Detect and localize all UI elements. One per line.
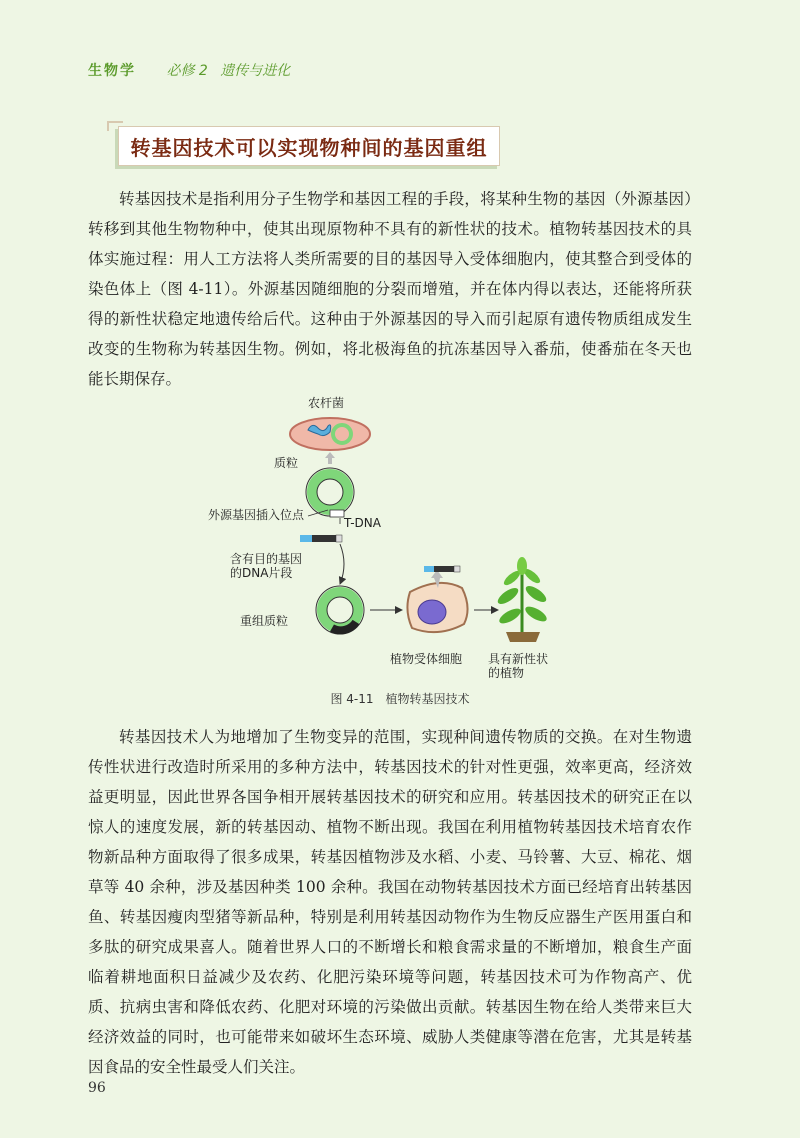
label-insertion-site: 外源基因插入位点 [208,508,305,522]
label-plant-cell: 植物受体细胞 [390,652,463,666]
label-agrobacterium: 农杆菌 [308,396,345,410]
label-recombinant-plasmid: 重组质粒 [240,614,289,628]
header-subject: 生物学 [88,63,136,79]
paragraph-intro: 转基因技术是指利用分子生物学和基因工程的手段，将某种生物的基因（外源基因）转移到其他生物物种中，使其出现原物种不具有的新性状的技术。植物转基因技术的具体实施过程：用人工方法将人类所需要的目的基因导入受体细胞内，使其整合到受体的染色体上（图 4-11）。外源基因随细胞的分裂而增殖，并在体内得以表达，还能将所获得的新性状稳定地遗传给后代。这种由于外源基因的导入而引起原有遗传物质组成发生改变的生物称为转基因生物。例如，将北极海鱼的抗冻基因导入番茄，使番茄在冬天也能长期保存。 [88,190,692,388]
figure-transgenic-plant [180,392,620,712]
up-arrow-icon [325,452,335,464]
label-plasmid: 质粒 [274,456,299,470]
figure-caption: 图 4-11 植物转基因技术 [330,692,470,706]
page-number: 96 [88,1080,106,1096]
label-new-trait-2: 的植物 [488,666,525,680]
label-target-gene-2: 的DNA片段 [230,566,293,580]
figure-diagram [180,392,620,692]
header-book: 必修 2 [166,63,208,79]
plant-receptor-cell [407,583,467,632]
transgenic-plant [495,557,549,642]
running-header [88,60,290,80]
dna-fragment [300,535,342,542]
paragraph-discussion: 转基因技术人为地增加了生物变异的范围，实现种间遗传物质的交换。在对生物遗传性状进行改造时所采用的多种方法中，转基因技术的针对性更强，效率更高，经济效益更明显，因此世界各国争相开展转基因技术的研究和应用。转基因技术的研究正在以惊人的速度发展，新的转基因动、植物不断出现。我国在利用植物转基因技术培育农作物新品种方面取得了很多成果，转基因植物涉及水稻、小麦、马铃薯、大豆、棉花、烟草等 40 余种，涉及基因种类 100 余种。我国在动物转基因技术方面已经培育出转基因鱼、转基因瘦肉型猪等新品种，特别是利用转基因动物作为生物反应器生产医用蛋白和多肽的研究成果喜人。随着世界人口的不断增长和粮食需求量的不断增加，粮食生产面临着耕地面积日益减少及农药、化肥污染环境等问题，转基因技术可为作物高产、优质、抗病虫害和降低农药、化肥对环境的污染做出贡献。转基因生物在给人类带来巨大经济效益的同时，也可能带来如破坏生态环境、威胁人类健康等潜在危害，尤其是转基因食品的安全性最受人们关注。 [88,728,692,1076]
section-title: 转基因技术可以实现物种间的基因重组 [118,126,500,166]
agrobacterium-cell [290,418,370,450]
header-chapter: 遗传与进化 [220,63,291,79]
plasmid-ring [306,468,354,517]
label-tdna: T-DNA [344,516,381,530]
arrow-to-recombinant [340,544,344,584]
label-target-gene-1: 含有目的基因 [230,552,303,566]
inserted-gene-segment [424,566,460,572]
label-new-trait-1: 具有新性状 [488,652,549,666]
recombinant-plasmid-ring [316,586,364,634]
